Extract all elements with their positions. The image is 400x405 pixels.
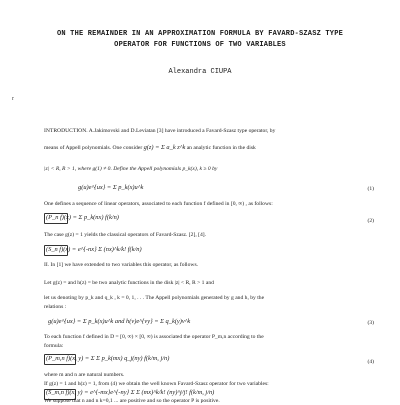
- eq2-rhs: Σ p_k(nx) f(k/n): [78, 214, 119, 221]
- section2-line: II. In [1] we have extended to two variables this operator, as follows.: [44, 262, 199, 268]
- eq5-lhs: (S_m,n f)(x, y) =: [46, 389, 89, 396]
- eq1-lhs: g(u)e^{ux} =: [78, 184, 112, 191]
- positivity-line: We suppose that n and n k=0,1 ... are positive and so the operator P is positive.: [44, 398, 220, 404]
- intro-line-2: [44, 144, 374, 152]
- intro-line-1: INTRODUCTION. A.Jakimovski and D.Leviatan [3] have introduced a Favard-Szasz type operator, by: [44, 128, 276, 134]
- let-line-a: Let g(z) =: [44, 280, 67, 286]
- eq4-lhs: (P_m,n f)(x, y) =: [46, 355, 90, 362]
- eq2: [46, 214, 119, 222]
- eq-g-def: g(z) = Σ a_k z^k: [143, 144, 186, 151]
- eq5-rhs: e^{-mx}e^{-ny} Σ Σ (mx)^k/k! (ny)^j/j! f(k/m, j/n): [90, 389, 215, 396]
- natural-numbers-line: where m and n are natural numbers.: [44, 372, 125, 378]
- eq2-lhs: (P_n f)(x) =: [46, 214, 77, 221]
- paper-title-line1: ON THE REMAINDER IN AN APPROXIMATION FORMULA BY FAVARD-SZASZ TYPE: [56, 30, 344, 38]
- denoting-line: let us denoting by p_k and q_k , k = 0, 1, . . . The Appell polynomials generated by g and h, by the: [44, 295, 265, 301]
- let-line-c: be two analytic functions in the disk |z| < R, R > 1 and: [92, 280, 214, 286]
- let-line-b: and h(z) =: [67, 280, 91, 286]
- intro-line-3: |z| < R, R > 1, where g(1) ≠ 0. Define the Appell polynomials p_k(x), k ≥ 0 by: [44, 166, 218, 172]
- operator-line: To each function f defined in D = [0, ∞) × [0, ∞) is associated the operator P_m,n according to the: [44, 334, 264, 340]
- margin-mark: r: [12, 96, 14, 102]
- eq3: g(u)e^{ux} = Σ p_k(x)u^k and h(v)e^{vy} = Σ q_k(y)v^k: [48, 318, 191, 325]
- author-name: Alexandra CIUPA: [168, 68, 232, 76]
- let-line: [44, 280, 374, 287]
- paper-title-line2: OPERATOR FOR FUNCTIONS OF TWO VARIABLES: [114, 41, 286, 49]
- eq2b-rhs: e^{-nx} Σ (nx)^k/k! f(k/n): [77, 246, 142, 253]
- relations-line: relations :: [44, 304, 67, 310]
- intro-line-2a: means of Appell polynomials. One consider: [44, 145, 143, 151]
- eq-number-2: (2): [367, 218, 374, 224]
- formula-line: formula:: [44, 343, 64, 349]
- eq-number-4: (4): [367, 359, 374, 365]
- intro-line-4: One defines a sequence of linear operators, associated to each function f defined in [0, ∞) , as follows:: [44, 201, 273, 207]
- intro-line-2b: an analytic function in the disk: [186, 145, 256, 151]
- classical-case-line: The case g(z) = 1 yields the classical operators of Favard-Szasz. [2], [4].: [44, 232, 207, 238]
- eq1: [78, 184, 143, 192]
- eq4: [46, 355, 169, 363]
- eq5: [46, 389, 214, 397]
- eq4-rhs: Σ Σ p_k(mx) q_j(ny) f(k/m, j/n): [90, 355, 170, 362]
- favard-szasz-two-var-line: If g(z) = 1 and h(z) = 1, from (4) we obtain the well known Favard-Szasz operator for two variables:: [44, 381, 269, 387]
- eq-number-3: (3): [367, 320, 374, 326]
- eq2b: [46, 246, 142, 254]
- eq1-rhs: Σ p_k(x)u^k: [112, 184, 144, 191]
- eq-number-1: (1): [367, 186, 374, 192]
- eq2b-lhs: (S_n f)(x) =: [46, 246, 77, 253]
